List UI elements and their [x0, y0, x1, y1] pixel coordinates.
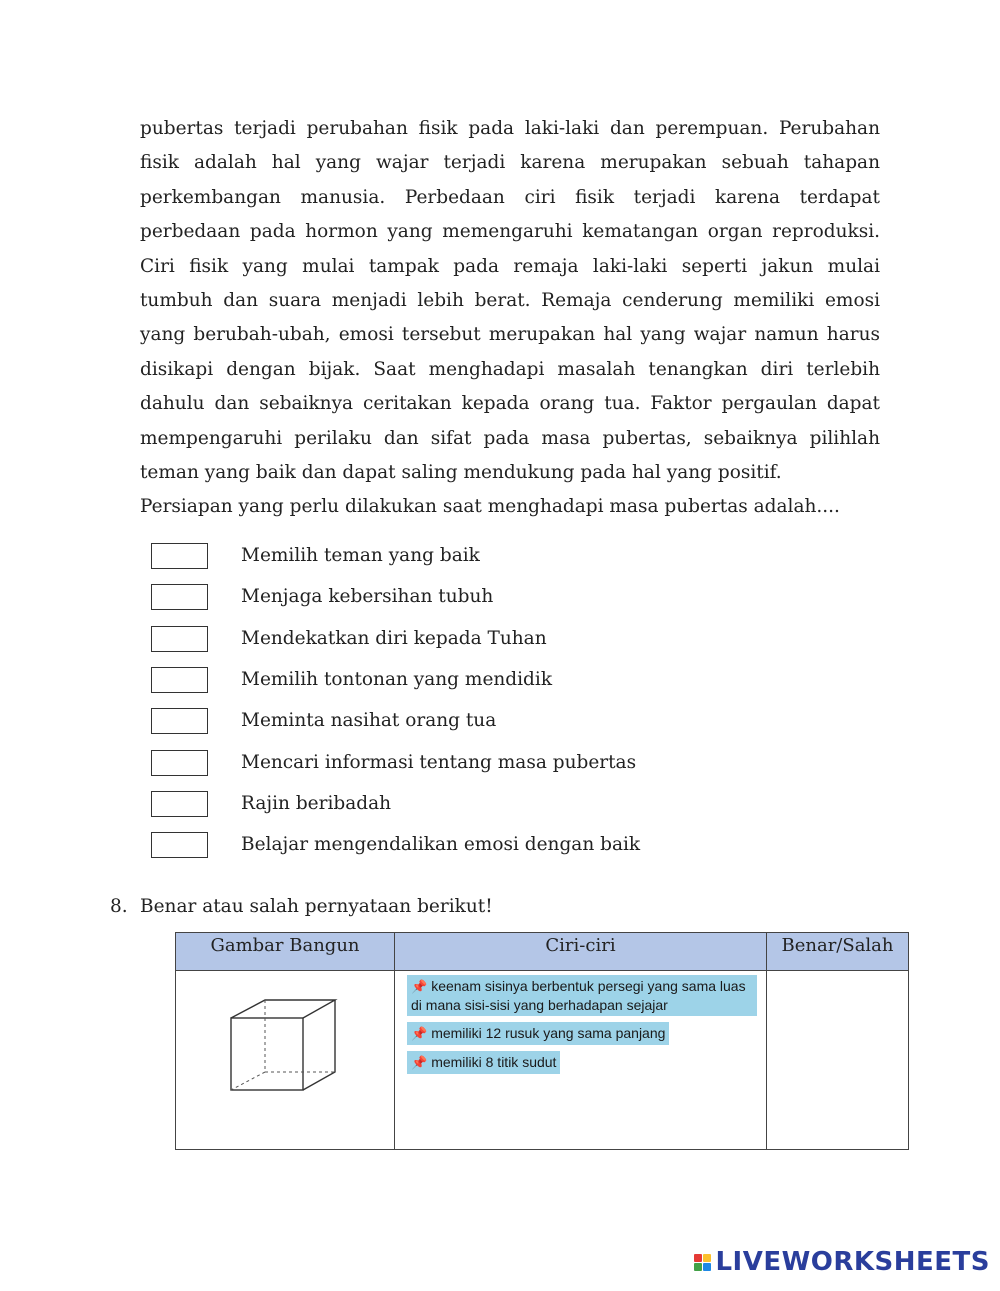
passage-line: fisik adalah hal yang wajar terjadi karena merupakan sebuah tahapan — [140, 152, 880, 174]
option-label: Menjaga kebersihan tubuh — [241, 586, 494, 608]
passage-line: mempengaruhi perilaku dan sifat pada masa pubertas, sebaiknya pilihlah — [140, 427, 880, 449]
header-gambar-bangun: Gambar Bangun — [176, 933, 395, 971]
cell-ciri-ciri — [395, 971, 767, 1150]
logo-square — [694, 1254, 702, 1262]
cube-icon — [225, 996, 345, 1096]
option-label: Meminta nasihat orang tua — [241, 710, 497, 732]
passage-line: disikapi dengan bijak. Saat menghadapi masalah tenangkan diri terlebih — [140, 358, 880, 380]
pin-icon: 📌 — [411, 1026, 428, 1041]
answer-box[interactable] — [151, 626, 208, 652]
header-ciri-ciri: Ciri-ciri — [395, 933, 767, 971]
cell-shape-image — [176, 971, 395, 1150]
answer-box[interactable] — [151, 750, 208, 776]
passage-line: teman yang baik dan dapat saling mendukung pada hal yang positif. — [140, 462, 782, 483]
question-8-text: Benar atau salah pernyataan berikut! — [140, 896, 493, 917]
passage-line: dahulu dan sebaiknya ceritakan kepada orang tua. Faktor pergaulan dapat — [140, 393, 880, 415]
table-row — [176, 971, 909, 1150]
header-benar-salah: Benar/Salah — [767, 933, 909, 971]
passage-line: tumbuh dan suara menjadi lebih berat. Remaja cenderung memiliki emosi — [140, 290, 880, 311]
question-8-number: 8. — [110, 896, 128, 917]
passage-line: pubertas terjadi perubahan fisik pada laki-laki dan perempuan. Perubahan — [140, 118, 880, 139]
option-label: Mencari informasi tentang masa pubertas — [241, 751, 637, 773]
answer-box[interactable] — [151, 667, 208, 693]
logo-text: LIVEWORKSHEETS — [715, 1247, 990, 1277]
passage-line: yang berubah-ubah, emosi tersebut merupakan hal yang wajar namun harus — [140, 324, 880, 346]
answer-box[interactable] — [151, 791, 208, 817]
passage-line: perkembangan manusia. Perbedaan ciri fisik terjadi karena terdapat — [140, 186, 880, 208]
ciri-text: memiliki 8 titik sudut — [431, 1054, 557, 1070]
option-label: Belajar mengendalikan emosi dengan baik — [241, 834, 641, 856]
logo-mark-icon — [694, 1254, 711, 1271]
cell-benar-salah[interactable] — [767, 971, 909, 1150]
option-label: Rajin beribadah — [241, 792, 392, 814]
answer-box[interactable] — [151, 543, 208, 569]
answer-box[interactable] — [151, 584, 208, 610]
ciri-item — [407, 975, 757, 1016]
ciri-item — [407, 1022, 669, 1045]
liveworksheets-logo — [694, 1247, 990, 1277]
passage-line: perbedaan pada hormon yang memengaruhi kematangan organ reproduksi. — [140, 221, 880, 243]
option-label: Memilih tontonan yang mendidik — [241, 668, 553, 690]
pin-icon: 📌 — [411, 979, 428, 994]
question-text: Persiapan yang perlu dilakukan saat menghadapi masa pubertas adalah.... — [140, 496, 840, 517]
answer-box[interactable] — [151, 832, 208, 858]
ciri-text: memiliki 12 rusuk yang sama panjang — [431, 1025, 666, 1041]
answer-box[interactable] — [151, 708, 208, 734]
ciri-item — [407, 1051, 560, 1074]
table-header-row — [176, 933, 909, 971]
passage-line: Ciri fisik yang mulai tampak pada remaja laki-laki seperti jakun mulai — [140, 255, 880, 277]
pin-icon: 📌 — [411, 1055, 428, 1070]
shape-table — [175, 932, 909, 1150]
ciri-list — [407, 971, 757, 1080]
benar-salah-input[interactable] — [767, 971, 912, 1151]
ciri-text: keenam sisinya berbentuk persegi yang sama luas di mana sisi-sisi yang berhadapan sejajar — [411, 978, 746, 1013]
logo-square — [694, 1263, 702, 1271]
logo-square — [703, 1254, 711, 1262]
logo-square — [703, 1263, 711, 1271]
option-label: Mendekatkan diri kepada Tuhan — [241, 627, 547, 649]
option-label: Memilih teman yang baik — [241, 545, 480, 566]
